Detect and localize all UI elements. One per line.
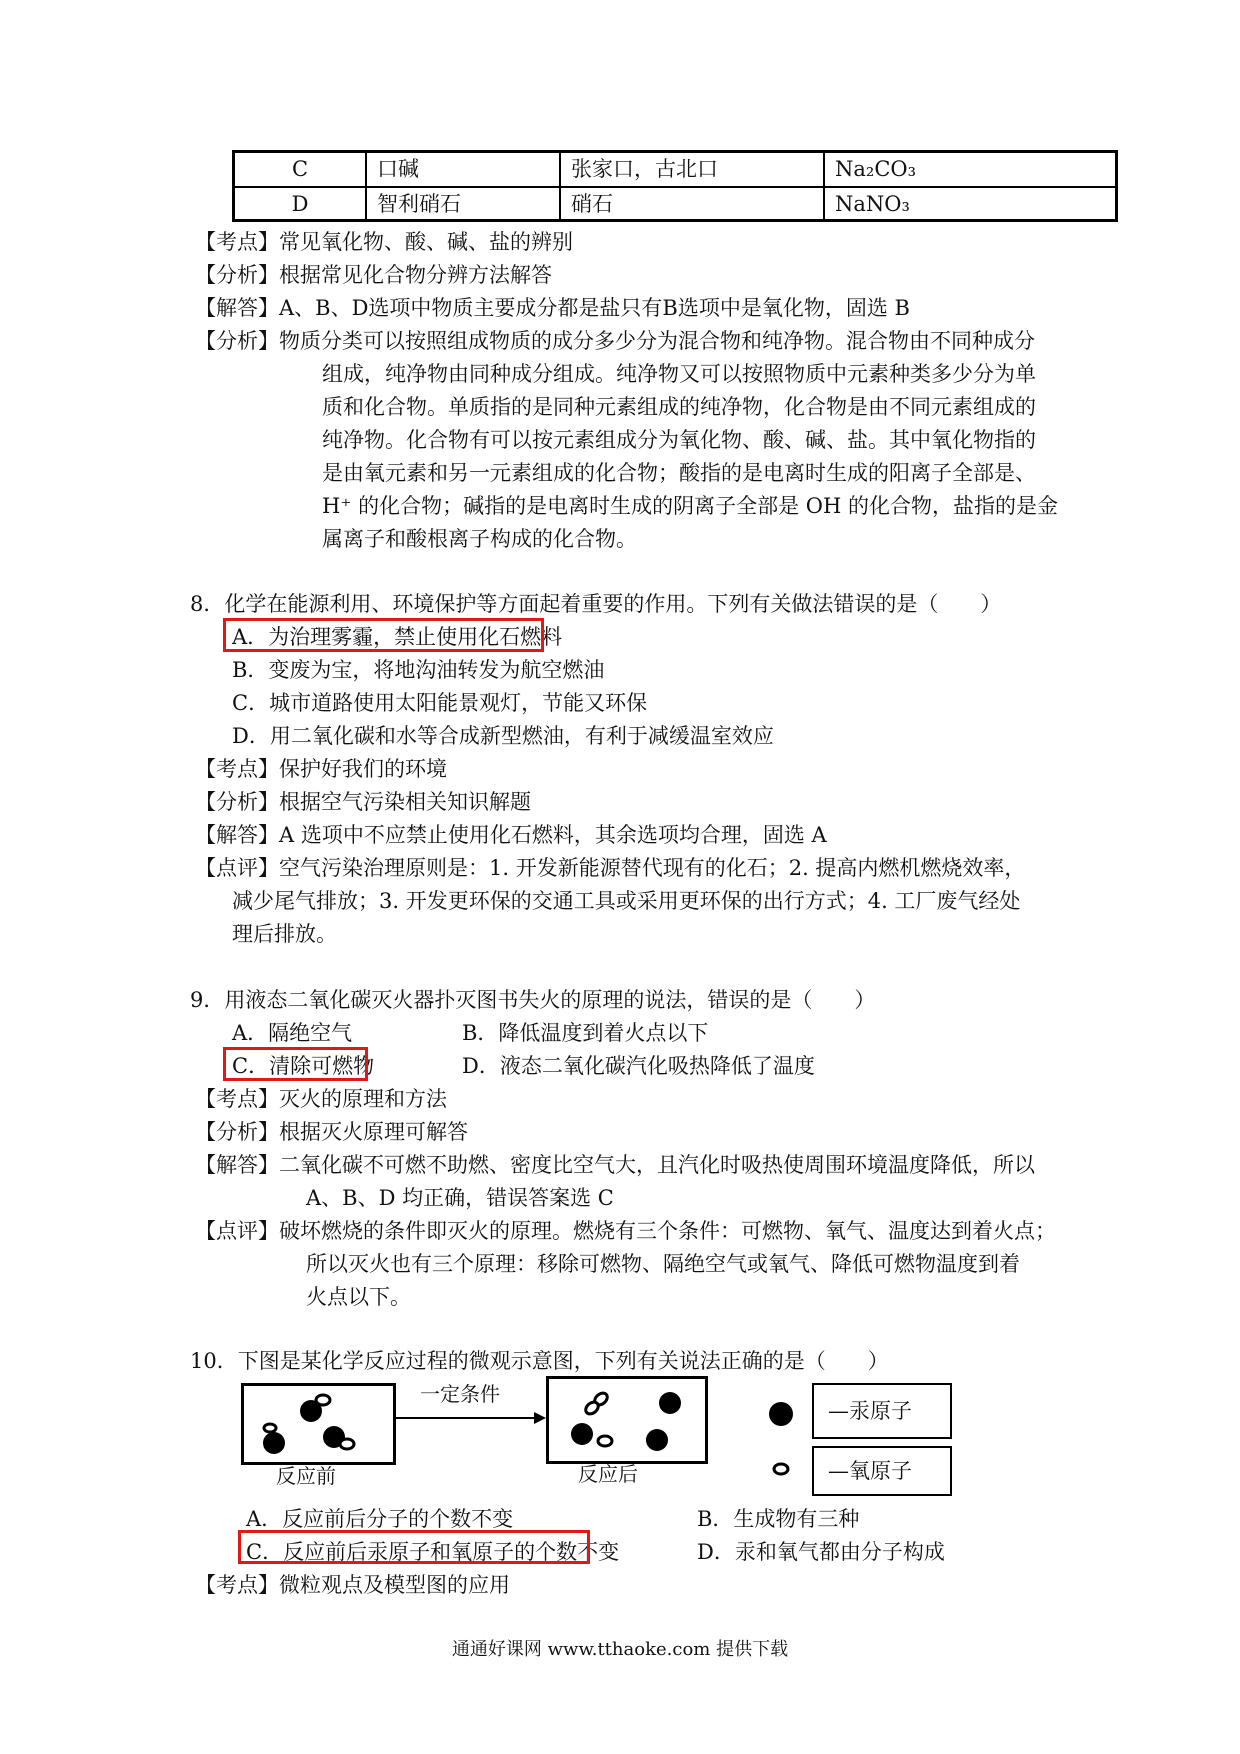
table-cell: 智利硝石	[367, 188, 561, 221]
q9-option-b: B．降低温度到着火点以下	[462, 1021, 709, 1045]
q8-stem: 8．化学在能源利用、环境保护等方面起着重要的作用。下列有关做法错误的是（ ）	[190, 592, 1002, 616]
q8-jieda: 【解答】A 选项中不应禁止使用化石燃料，其余选项均合理，固选 A	[195, 823, 827, 847]
q7-jieda: 【解答】A、B、D选项中物质主要成分都是盐只有B选项中是氧化物，固选 B	[195, 296, 910, 320]
q10-kaodian: 【考点】微粒观点及模型图的应用	[195, 1573, 510, 1597]
legend-oxygen: —氧原子	[812, 1446, 952, 1496]
table-cell: 口碱	[367, 153, 561, 186]
q8-option-a: A．为治理雾霾，禁止使用化石燃料	[232, 625, 563, 649]
q7-fenxi2-line: 属离子和酸根离子构成的化合物。	[322, 527, 637, 551]
reaction-after-box	[546, 1376, 708, 1464]
table-row	[235, 188, 1115, 221]
q10-option-d: D．汞和氧气都由分子构成	[697, 1540, 945, 1564]
q9-dianping-line: 【点评】破坏燃烧的条件即灭火的原理。燃烧有三个条件：可燃物、氧气、温度达到着火点；	[195, 1219, 1056, 1243]
q9-dianping-line: 火点以下。	[306, 1285, 411, 1309]
answer-highlight-box	[238, 1530, 590, 1564]
q9-fenxi: 【分析】根据灭火原理可解答	[195, 1120, 468, 1144]
q9-stem: 9．用液态二氧化碳灭火器扑灭图书失火的原理的说法，错误的是（ ）	[190, 988, 876, 1012]
hgo-molecules-before	[244, 1386, 393, 1462]
q8-option-b: B．变废为宝，将地沟油转发为航空燃油	[232, 658, 605, 682]
q9-jieda-line: A、B、D 均正确，错误答案选 C	[306, 1186, 614, 1210]
answer-highlight-box	[223, 1047, 368, 1081]
q9-option-d: D．液态二氧化碳汽化吸热降低了温度	[462, 1054, 815, 1078]
q7-fenxi: 【分析】根据常见化合物分辨方法解答	[195, 263, 552, 287]
q7-fenxi2-line: 质和化合物。单质指的是同种元素组成的纯净物，化合物是由不同元素组成的	[322, 395, 1036, 419]
q7-kaodian: 【考点】常见氧化物、酸、碱、盐的辨别	[195, 230, 573, 254]
q7-fenxi2-line: H⁺ 的化合物；碱指的是电离时生成的阴离子全部是 OH 的化合物，盐指的是金	[322, 494, 1058, 518]
table-cell: 张家口，古北口	[561, 153, 825, 186]
q10-option-b: B．生成物有三种	[697, 1507, 860, 1531]
q7-fenxi2-line: 组成，纯净物由同种成分组成。纯净物又可以按照物质中元素种类多少分为单	[322, 362, 1036, 386]
q10-stem: 10．下图是某化学反应过程的微观示意图，下列有关说法正确的是（ ）	[190, 1349, 889, 1373]
q7-fenxi2-line: 【分析】物质分类可以按照组成物质的成分多少分为混合物和纯净物。混合物由不同种成分	[195, 329, 1035, 353]
q9-kaodian: 【考点】灭火的原理和方法	[195, 1087, 447, 1111]
q10-option-a: A．反应前后分子的个数不变	[246, 1507, 514, 1531]
after-label: 反应后	[578, 1462, 638, 1486]
reaction-before-box	[241, 1383, 396, 1465]
q8-fenxi: 【分析】根据空气污染相关知识解题	[195, 790, 531, 814]
table-cell: NaNO₃	[835, 192, 910, 216]
q7-fenxi2-line: 纯净物。化合物有可以按元素组成分为氧化物、酸、碱、盐。其中氧化物指的	[322, 428, 1036, 452]
q8-dianping-line: 减少尾气排放；3. 开发更环保的交通工具或采用更环保的出行方式；4. 工厂废气经处	[232, 889, 1021, 913]
legend-mercury: —汞原子	[812, 1383, 952, 1439]
table-cell: 硝石	[561, 188, 825, 221]
q9-dianping-line: 所以灭火也有三个原理：移除可燃物、隔绝空气或氧气、降低可燃物温度到着	[306, 1252, 1020, 1276]
q9-option-c: C．清除可燃物	[232, 1054, 375, 1078]
reaction-condition-label: 一定条件	[420, 1382, 500, 1406]
oxygen-atom-icon	[768, 1459, 794, 1479]
answer-highlight-box	[223, 618, 544, 652]
q8-dianping-line: 理后排放。	[232, 922, 337, 946]
before-label: 反应前	[276, 1464, 336, 1488]
q8-option-d: D．用二氧化碳和水等合成新型燃油，有利于减缓温室效应	[232, 724, 774, 748]
classification-table	[232, 150, 1118, 222]
products-after	[549, 1379, 705, 1461]
table-cell: Na₂CO₃	[835, 157, 917, 181]
q8-kaodian: 【考点】保护好我们的环境	[195, 757, 447, 781]
page-footer: 通通好课网 www.tthaoke.com 提供下载	[451, 1639, 789, 1660]
table-cell: D	[235, 188, 367, 221]
reaction-arrow	[396, 1408, 546, 1428]
q8-option-c: C．城市道路使用太阳能景观灯，节能又环保	[232, 691, 648, 715]
q8-dianping-line: 【点评】空气污染治理原则是：1. 开发新能源替代现有的化石；2. 提高内燃机燃烧效率，	[195, 856, 1026, 880]
q10-option-c: C．反应前后汞原子和氧原子的个数不变	[246, 1540, 620, 1564]
q7-fenxi2-line: 是由氧元素和另一元素组成的化合物；酸指的是电离时生成的阳离子全部是、	[322, 461, 1036, 485]
table-cell: C	[235, 153, 367, 186]
mercury-atom-icon	[766, 1400, 796, 1428]
q9-jieda-line: 【解答】二氧化碳不可燃不助燃、密度比空气大，且汽化时吸热使周围环境温度降低，所以	[195, 1153, 1035, 1177]
q9-option-a: A．隔绝空气	[232, 1021, 353, 1045]
table-row	[235, 153, 1115, 188]
